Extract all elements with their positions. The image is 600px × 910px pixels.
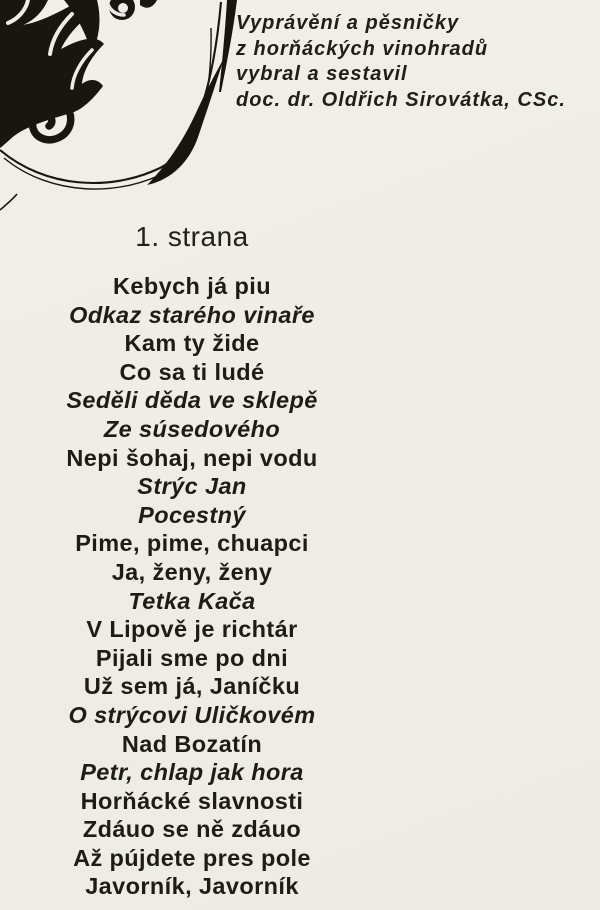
song-title: Javorník, Javorník [85, 873, 299, 900]
song-title: Pijali sme po dni [95, 644, 289, 671]
song-title: Pime, pime, chuapci [75, 530, 309, 557]
song-title: Co sa ti ludé [119, 358, 265, 385]
song-title: Kebych já piu [113, 273, 271, 299]
baroque-flourish-ornament [0, 0, 250, 232]
song-title: Ze súsedového [103, 415, 281, 442]
credits-line: doc. dr. Oldřich Sirovátka, CSc. [236, 89, 566, 112]
song-title: Tetka Kača [128, 587, 256, 614]
credits-block [236, 11, 566, 114]
song-title: Horňácké slavnosti [80, 787, 304, 814]
song-title: Kam ty žide [124, 330, 260, 357]
credits-line: Vyprávění a pěsničky [236, 12, 460, 34]
song-title: Odkaz starého vinaře [69, 301, 315, 328]
page-number-label: 1. strana [135, 221, 249, 252]
song-title: Pocestný [138, 501, 246, 528]
song-title: Až pújdete pres pole [73, 844, 311, 871]
song-title: Už sem já, Janíčku [83, 673, 301, 700]
song-title: Ja, ženy, ženy [111, 558, 273, 585]
song-title: Petr, chlap jak hora [80, 759, 304, 786]
credits-line: vybral a sestavil [236, 63, 408, 86]
song-title: Nad Bozatín [121, 730, 263, 757]
song-title: V Lipově je richtár [86, 616, 298, 643]
credits-line: z horňáckých vinohradů [236, 37, 489, 60]
song-title: Nepi šohaj, nepi vodu [66, 444, 318, 471]
song-title: Strýc Jan [137, 473, 247, 500]
song-title: O strýcovi Uličkovém [68, 701, 316, 728]
song-title: Zdáuo se ně zdáuo [82, 816, 302, 843]
song-title: Seděli děda ve sklepě [66, 387, 318, 414]
song-list [0, 272, 384, 901]
